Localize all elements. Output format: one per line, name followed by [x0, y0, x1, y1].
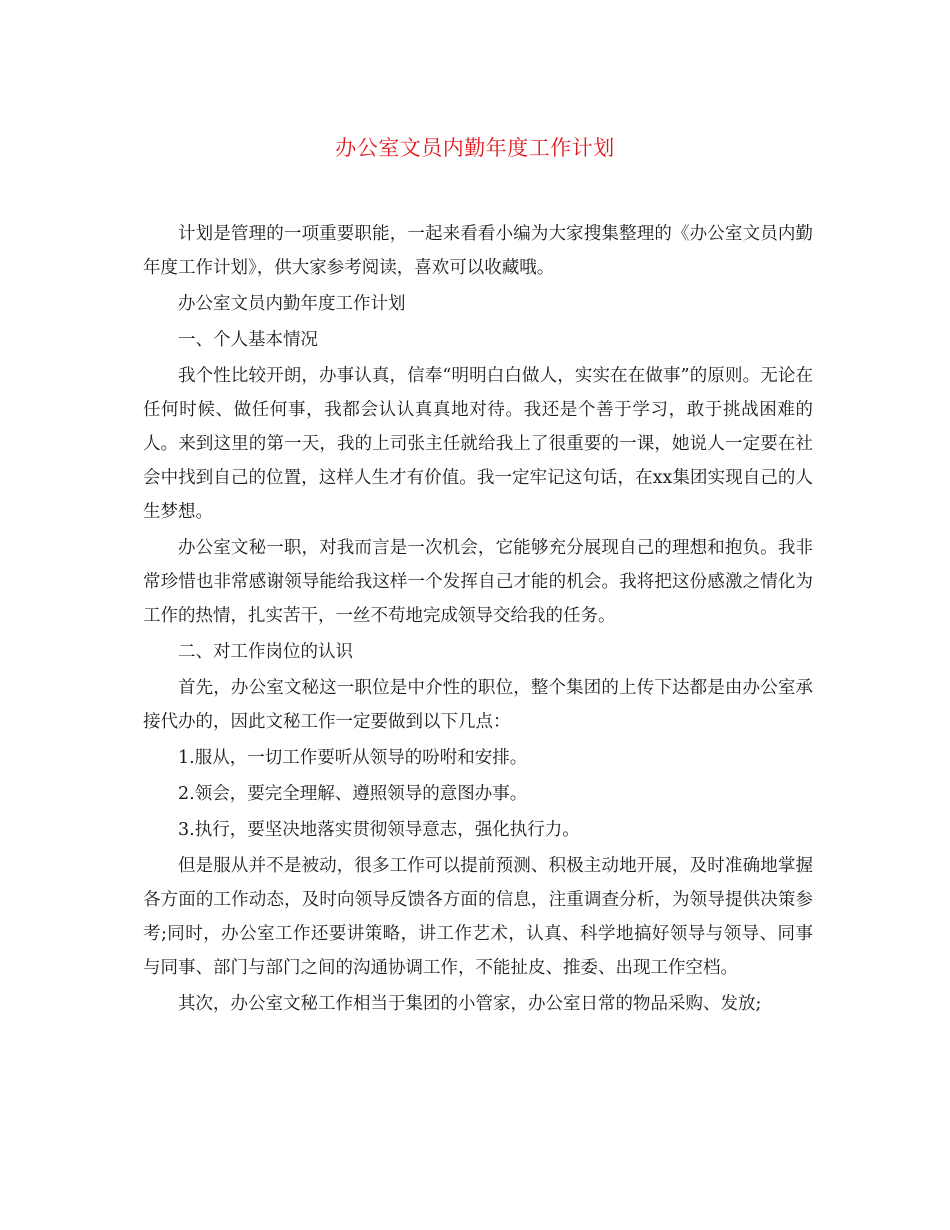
paragraph: 首先，办公室文秘这一职位是中介性的职位，整个集团的上传下达都是由办公室承接代办的，因此文秘工作一定要做到以下几点： [143, 678, 813, 732]
document-title: 办公室文员内勤年度工作计划 [335, 136, 615, 160]
list-item: 2.领会，要完全理解、遵照领导的意图办事。 [178, 784, 528, 804]
paragraph: 我个性比较开朗，办事认真，信奉“明明白白做人，实实在在做事”的原则。无论在任何时候、做任何事，我都会认认真真地对待。我还是个善于学习，敢于挑战困难的人。来到这里的第一天，我的上司张主任就给我上了很重要的一课，她说人一定要在社会中找到自己的位置，这样人生才有价值。我一定牢记这句话，在xx集团实现自己的人生梦想。 [143, 366, 813, 522]
paragraph: 办公室文秘一职，对我而言是一次机会，它能够充分展现自己的理想和抱负。我非常珍惜也非常感谢领导能给我这样一个发挥自己才能的机会。我将把这份感激之情化为工作的热情，扎实苦干，一丝不苟地完成领导交给我的任务。 [143, 538, 813, 626]
list-item: 1.服从，一切工作要听从领导的吩咐和安排。 [178, 748, 528, 768]
list-item: 3.执行，要坚决地落实贯彻领导意志，强化执行力。 [178, 820, 580, 840]
paragraph: 其次，办公室文秘工作相当于集团的小管家，办公室日常的物品采购、发放; [178, 994, 762, 1014]
paragraph: 但是服从并不是被动，很多工作可以提前预测、积极主动地开展，及时准确地掌握各方面的工作动态，及时向领导反馈各方面的信息，注重调查分析，为领导提供决策参考;同时，办公室工作还要讲策略，讲工作艺术，认真、科学地搞好领导与领导、同事与同事、部门与部门之间的沟通协调工作，不能扯皮、推委、出现工作空档。 [143, 856, 813, 978]
section-heading-2: 二、对工作岗位的认识 [178, 642, 353, 662]
document-body [143, 217, 813, 1023]
paragraph-intro: 计划是管理的一项重要职能，一起来看看小编为大家搜集整理的《办公室文员内勤年度工作计划》，供大家参考阅读，喜欢可以收藏哦。 [143, 224, 813, 278]
paragraph-subtitle: 办公室文员内勤年度工作计划 [178, 294, 406, 314]
section-heading-1: 一、个人基本情况 [178, 330, 318, 350]
